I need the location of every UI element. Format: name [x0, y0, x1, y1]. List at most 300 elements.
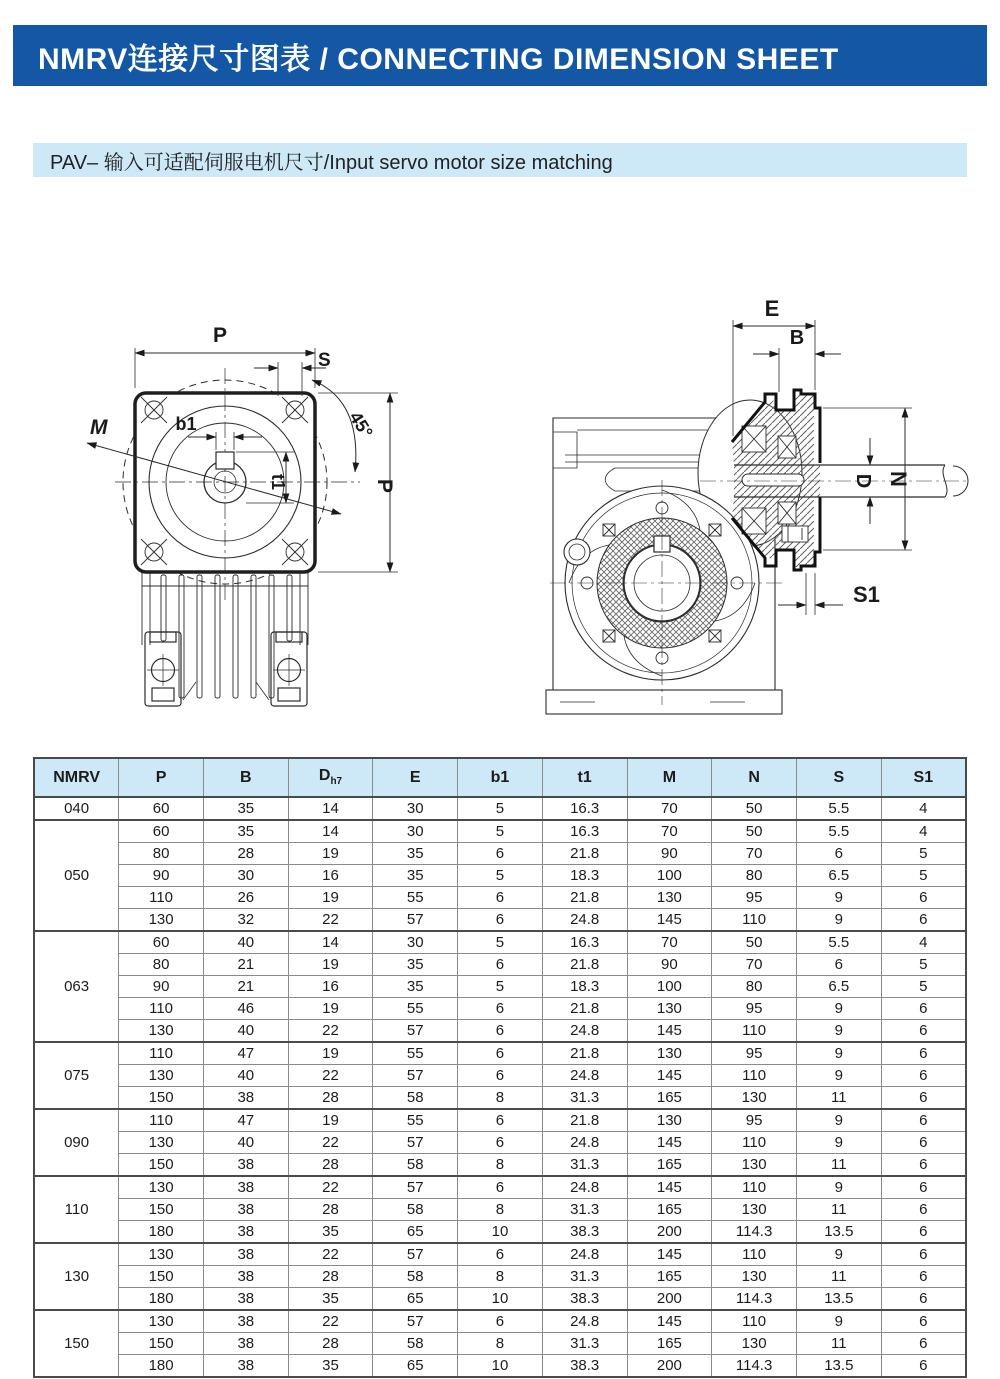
- table-cell: 9: [796, 1176, 881, 1199]
- side-view-drawing: [520, 290, 980, 730]
- table-cell: 38: [203, 1221, 288, 1244]
- subtitle-bar: [33, 143, 967, 177]
- table-cell: 9: [796, 1042, 881, 1065]
- dimension-table-body: [34, 797, 966, 1377]
- table-cell: 6: [458, 1132, 543, 1154]
- table-row: [34, 1199, 966, 1221]
- table-cell: 70: [712, 843, 797, 865]
- table-cell: 110: [712, 1065, 797, 1087]
- table-cell: 57: [373, 1310, 458, 1333]
- table-cell: 6: [881, 1087, 966, 1110]
- table-cell: 165: [627, 1199, 712, 1221]
- table-cell: 95: [712, 887, 797, 909]
- dim-label-d: D: [852, 473, 874, 489]
- table-cell: 9: [796, 1132, 881, 1154]
- table-cell: 150: [119, 1266, 204, 1288]
- table-cell: 22: [288, 1020, 373, 1043]
- table-cell: 65: [373, 1221, 458, 1244]
- table-cell: 30: [203, 865, 288, 887]
- table-cell: 22: [288, 1065, 373, 1087]
- table-cell: 19: [288, 998, 373, 1020]
- table-cell: 165: [627, 1087, 712, 1110]
- table-cell: 110: [712, 1310, 797, 1333]
- table-cell: 16: [288, 976, 373, 998]
- table-cell: 145: [627, 1132, 712, 1154]
- table-cell: 5: [881, 954, 966, 976]
- table-row: [34, 976, 966, 998]
- table-cell: 24.8: [542, 1243, 627, 1266]
- table-cell: 145: [627, 1310, 712, 1333]
- table-cell: 46: [203, 998, 288, 1020]
- table-row: [34, 1288, 966, 1311]
- table-cell: 11: [796, 1266, 881, 1288]
- table-row: [34, 887, 966, 909]
- table-cell: 6: [881, 1333, 966, 1355]
- dim-label-n: N: [886, 471, 911, 487]
- table-cell: 55: [373, 998, 458, 1020]
- table-cell: 9: [796, 1020, 881, 1043]
- table-cell: 110: [712, 909, 797, 932]
- table-cell: 95: [712, 1042, 797, 1065]
- table-cell: 114.3: [712, 1355, 797, 1378]
- table-row: [34, 820, 966, 843]
- table-cell: 70: [627, 820, 712, 843]
- table-cell: 145: [627, 1020, 712, 1043]
- dim-label-b1: b1: [175, 414, 197, 434]
- table-cell: 5.5: [796, 797, 881, 820]
- table-cell: 8: [458, 1087, 543, 1110]
- table-cell: 28: [288, 1199, 373, 1221]
- table-cell: 50: [712, 931, 797, 954]
- table-cell: 114.3: [712, 1288, 797, 1311]
- table-cell: 47: [203, 1109, 288, 1132]
- table-cell: 80: [712, 976, 797, 998]
- table-row: [34, 1042, 966, 1065]
- table-cell: 4: [881, 931, 966, 954]
- dimension-table: [33, 757, 967, 1378]
- table-cell: 95: [712, 1109, 797, 1132]
- table-cell: 9: [796, 909, 881, 932]
- table-cell: 6: [458, 909, 543, 932]
- table-cell: 30: [373, 820, 458, 843]
- dim-label-p-top: P: [212, 324, 228, 347]
- table-cell: 95: [712, 998, 797, 1020]
- table-cell: 145: [627, 1243, 712, 1266]
- table-cell: 21.8: [542, 887, 627, 909]
- table-cell: 70: [627, 797, 712, 820]
- mounting-foot-left: [145, 632, 196, 706]
- column-header-b1: b1: [458, 758, 543, 797]
- table-cell: 6: [881, 1355, 966, 1378]
- table-cell: 10: [458, 1221, 543, 1244]
- table-row: [34, 1266, 966, 1288]
- table-cell: 38.3: [542, 1355, 627, 1378]
- table-cell: 14: [288, 931, 373, 954]
- table-cell: 150: [119, 1154, 204, 1177]
- table-cell: 38: [203, 1355, 288, 1378]
- table-cell: 38: [203, 1243, 288, 1266]
- table-cell: 21.8: [542, 954, 627, 976]
- table-cell: 21: [203, 976, 288, 998]
- table-cell: 5: [458, 820, 543, 843]
- table-cell: 21: [203, 954, 288, 976]
- dim-label-m: M: [90, 416, 108, 439]
- table-cell: 130: [627, 1109, 712, 1132]
- table-cell: 65: [373, 1355, 458, 1378]
- table-cell: 38: [203, 1333, 288, 1355]
- table-cell: 6: [881, 1065, 966, 1087]
- table-cell: 22: [288, 909, 373, 932]
- table-cell: 6: [881, 1154, 966, 1177]
- table-cell: 35: [373, 865, 458, 887]
- table-cell: 60: [119, 797, 204, 820]
- table-cell: 38: [203, 1199, 288, 1221]
- table-cell: 145: [627, 1176, 712, 1199]
- table-cell: 130: [119, 909, 204, 932]
- table-cell: 58: [373, 1087, 458, 1110]
- table-cell: 90: [119, 865, 204, 887]
- table-cell: 28: [288, 1154, 373, 1177]
- table-cell: 22: [288, 1310, 373, 1333]
- table-cell: 40: [203, 1065, 288, 1087]
- table-cell: 16.3: [542, 820, 627, 843]
- table-cell: 9: [796, 1109, 881, 1132]
- table-cell: 6: [881, 887, 966, 909]
- dim-label-b: B: [789, 327, 805, 349]
- table-cell: 9: [796, 1310, 881, 1333]
- table-cell: 110: [712, 1176, 797, 1199]
- table-cell: 21.8: [542, 1109, 627, 1132]
- table-cell: 6: [881, 1288, 966, 1311]
- table-cell: 31.3: [542, 1154, 627, 1177]
- table-cell: 9: [796, 1065, 881, 1087]
- table-header-row: [34, 758, 966, 797]
- table-cell: 200: [627, 1355, 712, 1378]
- table-cell: 5.5: [796, 931, 881, 954]
- table-cell: 26: [203, 887, 288, 909]
- table-cell: 58: [373, 1333, 458, 1355]
- table-cell: 6: [881, 1221, 966, 1244]
- table-row: [34, 1154, 966, 1177]
- table-cell: 50: [712, 797, 797, 820]
- table-cell: 11: [796, 1154, 881, 1177]
- table-cell: 14: [288, 797, 373, 820]
- table-cell: 21.8: [542, 998, 627, 1020]
- table-cell: 60: [119, 820, 204, 843]
- table-cell: 31.3: [542, 1087, 627, 1110]
- table-cell: 11: [796, 1333, 881, 1355]
- table-cell: 6: [881, 1020, 966, 1043]
- table-row: [34, 998, 966, 1020]
- page-subtitle: PAV– 输入可适配伺服电机尺寸/Input servo motor size matching: [50, 151, 613, 174]
- table-cell: 5: [881, 865, 966, 887]
- table-cell: 11: [796, 1199, 881, 1221]
- table-cell: 18.3: [542, 865, 627, 887]
- column-header-S1: S1: [881, 758, 966, 797]
- model-cell: 040: [34, 797, 119, 820]
- table-cell: 57: [373, 1132, 458, 1154]
- table-cell: 22: [288, 1243, 373, 1266]
- table-cell: 6: [881, 1042, 966, 1065]
- table-cell: 9: [796, 887, 881, 909]
- table-cell: 13.5: [796, 1221, 881, 1244]
- dim-label-s: S: [318, 350, 331, 371]
- table-cell: 5: [881, 843, 966, 865]
- table-cell: 200: [627, 1288, 712, 1311]
- table-cell: 6.5: [796, 865, 881, 887]
- table-cell: 16: [288, 865, 373, 887]
- table-cell: 130: [627, 887, 712, 909]
- table-cell: 114.3: [712, 1221, 797, 1244]
- table-cell: 35: [288, 1221, 373, 1244]
- table-row: [34, 1109, 966, 1132]
- table-cell: 150: [119, 1333, 204, 1355]
- table-cell: 10: [458, 1288, 543, 1311]
- table-cell: 28: [288, 1266, 373, 1288]
- table-cell: 8: [458, 1199, 543, 1221]
- table-cell: 6: [458, 1109, 543, 1132]
- table-cell: 10: [458, 1355, 543, 1378]
- table-cell: 165: [627, 1333, 712, 1355]
- table-cell: 38: [203, 1288, 288, 1311]
- table-cell: 6: [881, 1132, 966, 1154]
- table-cell: 28: [288, 1087, 373, 1110]
- table-cell: 6: [458, 1310, 543, 1333]
- table-cell: 130: [712, 1087, 797, 1110]
- table-cell: 13.5: [796, 1355, 881, 1378]
- model-cell: 150: [34, 1310, 119, 1377]
- table-cell: 130: [119, 1243, 204, 1266]
- table-cell: 22: [288, 1132, 373, 1154]
- table-cell: 5: [458, 797, 543, 820]
- table-cell: 6: [881, 1310, 966, 1333]
- table-cell: 6.5: [796, 976, 881, 998]
- table-cell: 80: [712, 865, 797, 887]
- dim-label-t1: t1: [268, 473, 288, 491]
- table-cell: 90: [627, 843, 712, 865]
- table-cell: 110: [119, 998, 204, 1020]
- table-cell: 40: [203, 931, 288, 954]
- table-cell: 180: [119, 1355, 204, 1378]
- table-cell: 22: [288, 1176, 373, 1199]
- table-cell: 38: [203, 1310, 288, 1333]
- table-cell: 4: [881, 797, 966, 820]
- table-cell: 6: [881, 1199, 966, 1221]
- table-row: [34, 1221, 966, 1244]
- table-cell: 6: [881, 909, 966, 932]
- table-cell: 200: [627, 1221, 712, 1244]
- table-row: [34, 843, 966, 865]
- table-row: [34, 954, 966, 976]
- table-cell: 70: [712, 954, 797, 976]
- column-header-Dh7: $D_{h7}$: [288, 758, 373, 797]
- table-cell: 130: [712, 1333, 797, 1355]
- table-cell: 130: [119, 1020, 204, 1043]
- page-title: NMRV连接尺寸图表 / CONNECTING DIMENSION SHEET: [38, 42, 839, 76]
- table-cell: 35: [203, 797, 288, 820]
- table-cell: 38.3: [542, 1288, 627, 1311]
- table-cell: 58: [373, 1266, 458, 1288]
- table-cell: 110: [119, 1109, 204, 1132]
- table-cell: 9: [796, 998, 881, 1020]
- table-cell: 6: [458, 843, 543, 865]
- model-cell: 050: [34, 820, 119, 931]
- table-cell: 5: [458, 931, 543, 954]
- table-cell: 35: [373, 843, 458, 865]
- table-cell: 5: [458, 976, 543, 998]
- table-cell: 130: [627, 998, 712, 1020]
- table-cell: 31.3: [542, 1199, 627, 1221]
- table-cell: 55: [373, 887, 458, 909]
- table-cell: 8: [458, 1154, 543, 1177]
- table-cell: 40: [203, 1020, 288, 1043]
- table-cell: 5: [881, 976, 966, 998]
- table-cell: 145: [627, 909, 712, 932]
- model-cell: 110: [34, 1176, 119, 1243]
- table-cell: 21.8: [542, 843, 627, 865]
- table-cell: 100: [627, 865, 712, 887]
- title-banner: [13, 25, 987, 86]
- table-cell: 145: [627, 1065, 712, 1087]
- dim-label-e: E: [764, 296, 780, 321]
- table-cell: 35: [288, 1288, 373, 1311]
- table-cell: 8: [458, 1266, 543, 1288]
- table-cell: 58: [373, 1199, 458, 1221]
- table-cell: 30: [373, 931, 458, 954]
- table-cell: 130: [712, 1199, 797, 1221]
- table-cell: 110: [712, 1132, 797, 1154]
- table-cell: 6: [796, 843, 881, 865]
- table-cell: 100: [627, 976, 712, 998]
- model-cell: 090: [34, 1109, 119, 1176]
- table-cell: 165: [627, 1154, 712, 1177]
- table-cell: 35: [373, 954, 458, 976]
- model-cell: 130: [34, 1243, 119, 1310]
- table-cell: 57: [373, 1065, 458, 1087]
- table-row: [34, 1310, 966, 1333]
- table-row: [34, 797, 966, 820]
- table-cell: 31.3: [542, 1266, 627, 1288]
- table-cell: 19: [288, 1109, 373, 1132]
- table-cell: 6: [881, 998, 966, 1020]
- table-cell: 30: [373, 797, 458, 820]
- table-cell: 24.8: [542, 1176, 627, 1199]
- table-cell: 150: [119, 1199, 204, 1221]
- mounting-foot-right: [256, 632, 307, 706]
- table-row: [34, 1355, 966, 1378]
- table-cell: 57: [373, 1243, 458, 1266]
- column-header-M: M: [627, 758, 712, 797]
- table-cell: 6: [458, 1042, 543, 1065]
- dim-label-45: 45°: [345, 407, 377, 442]
- table-cell: 18.3: [542, 976, 627, 998]
- table-cell: 16.3: [542, 931, 627, 954]
- table-cell: 19: [288, 887, 373, 909]
- front-view-drawing: [60, 300, 480, 720]
- column-header-t1: t1: [542, 758, 627, 797]
- table-cell: 55: [373, 1042, 458, 1065]
- input-shaft: [700, 465, 970, 497]
- table-cell: 150: [119, 1087, 204, 1110]
- table-cell: 38: [203, 1154, 288, 1177]
- table-cell: 90: [627, 954, 712, 976]
- table-cell: 24.8: [542, 1310, 627, 1333]
- model-cell: 075: [34, 1042, 119, 1109]
- table-cell: 130: [119, 1065, 204, 1087]
- table-row: [34, 1020, 966, 1043]
- table-cell: 35: [288, 1355, 373, 1378]
- table-cell: 180: [119, 1221, 204, 1244]
- table-cell: 130: [627, 1042, 712, 1065]
- table-cell: 130: [119, 1310, 204, 1333]
- table-row: [34, 865, 966, 887]
- table-cell: 90: [119, 976, 204, 998]
- column-header-N: N: [712, 758, 797, 797]
- table-cell: 110: [712, 1243, 797, 1266]
- table-cell: 40: [203, 1132, 288, 1154]
- table-cell: 19: [288, 1042, 373, 1065]
- table-cell: 57: [373, 1176, 458, 1199]
- table-cell: 38: [203, 1087, 288, 1110]
- table-cell: 6: [458, 887, 543, 909]
- table-cell: 130: [119, 1176, 204, 1199]
- table-cell: 6: [881, 1176, 966, 1199]
- table-cell: 6: [458, 998, 543, 1020]
- table-cell: 180: [119, 1288, 204, 1311]
- table-cell: 24.8: [542, 1020, 627, 1043]
- table-row: [34, 931, 966, 954]
- table-row: [34, 1176, 966, 1199]
- table-row: [34, 1087, 966, 1110]
- column-header-S: S: [796, 758, 881, 797]
- table-cell: 5.5: [796, 820, 881, 843]
- table-cell: 70: [627, 931, 712, 954]
- table-cell: 21.8: [542, 1042, 627, 1065]
- table-cell: 50: [712, 820, 797, 843]
- table-cell: 165: [627, 1266, 712, 1288]
- table-cell: 24.8: [542, 1132, 627, 1154]
- table-row: [34, 1132, 966, 1154]
- table-cell: 32: [203, 909, 288, 932]
- table-row: [34, 1065, 966, 1087]
- table-cell: 130: [712, 1266, 797, 1288]
- table-cell: 47: [203, 1042, 288, 1065]
- table-cell: 57: [373, 909, 458, 932]
- model-cell: 063: [34, 931, 119, 1042]
- table-cell: 14: [288, 820, 373, 843]
- table-cell: 110: [712, 1020, 797, 1043]
- table-cell: 60: [119, 931, 204, 954]
- table-cell: 130: [119, 1132, 204, 1154]
- table-cell: 19: [288, 954, 373, 976]
- table-cell: 8: [458, 1333, 543, 1355]
- table-cell: 130: [712, 1154, 797, 1177]
- table-cell: 80: [119, 843, 204, 865]
- table-row: [34, 909, 966, 932]
- table-cell: 9: [796, 1243, 881, 1266]
- table-cell: 28: [203, 843, 288, 865]
- table-cell: 6: [796, 954, 881, 976]
- table-cell: 6: [458, 1176, 543, 1199]
- table-cell: 6: [881, 1243, 966, 1266]
- table-row: [34, 1333, 966, 1355]
- table-cell: 110: [119, 1042, 204, 1065]
- table-cell: 13.5: [796, 1288, 881, 1311]
- table-cell: 4: [881, 820, 966, 843]
- table-cell: 6: [458, 954, 543, 976]
- column-header-NMRV: NMRV: [34, 758, 119, 797]
- table-cell: 24.8: [542, 909, 627, 932]
